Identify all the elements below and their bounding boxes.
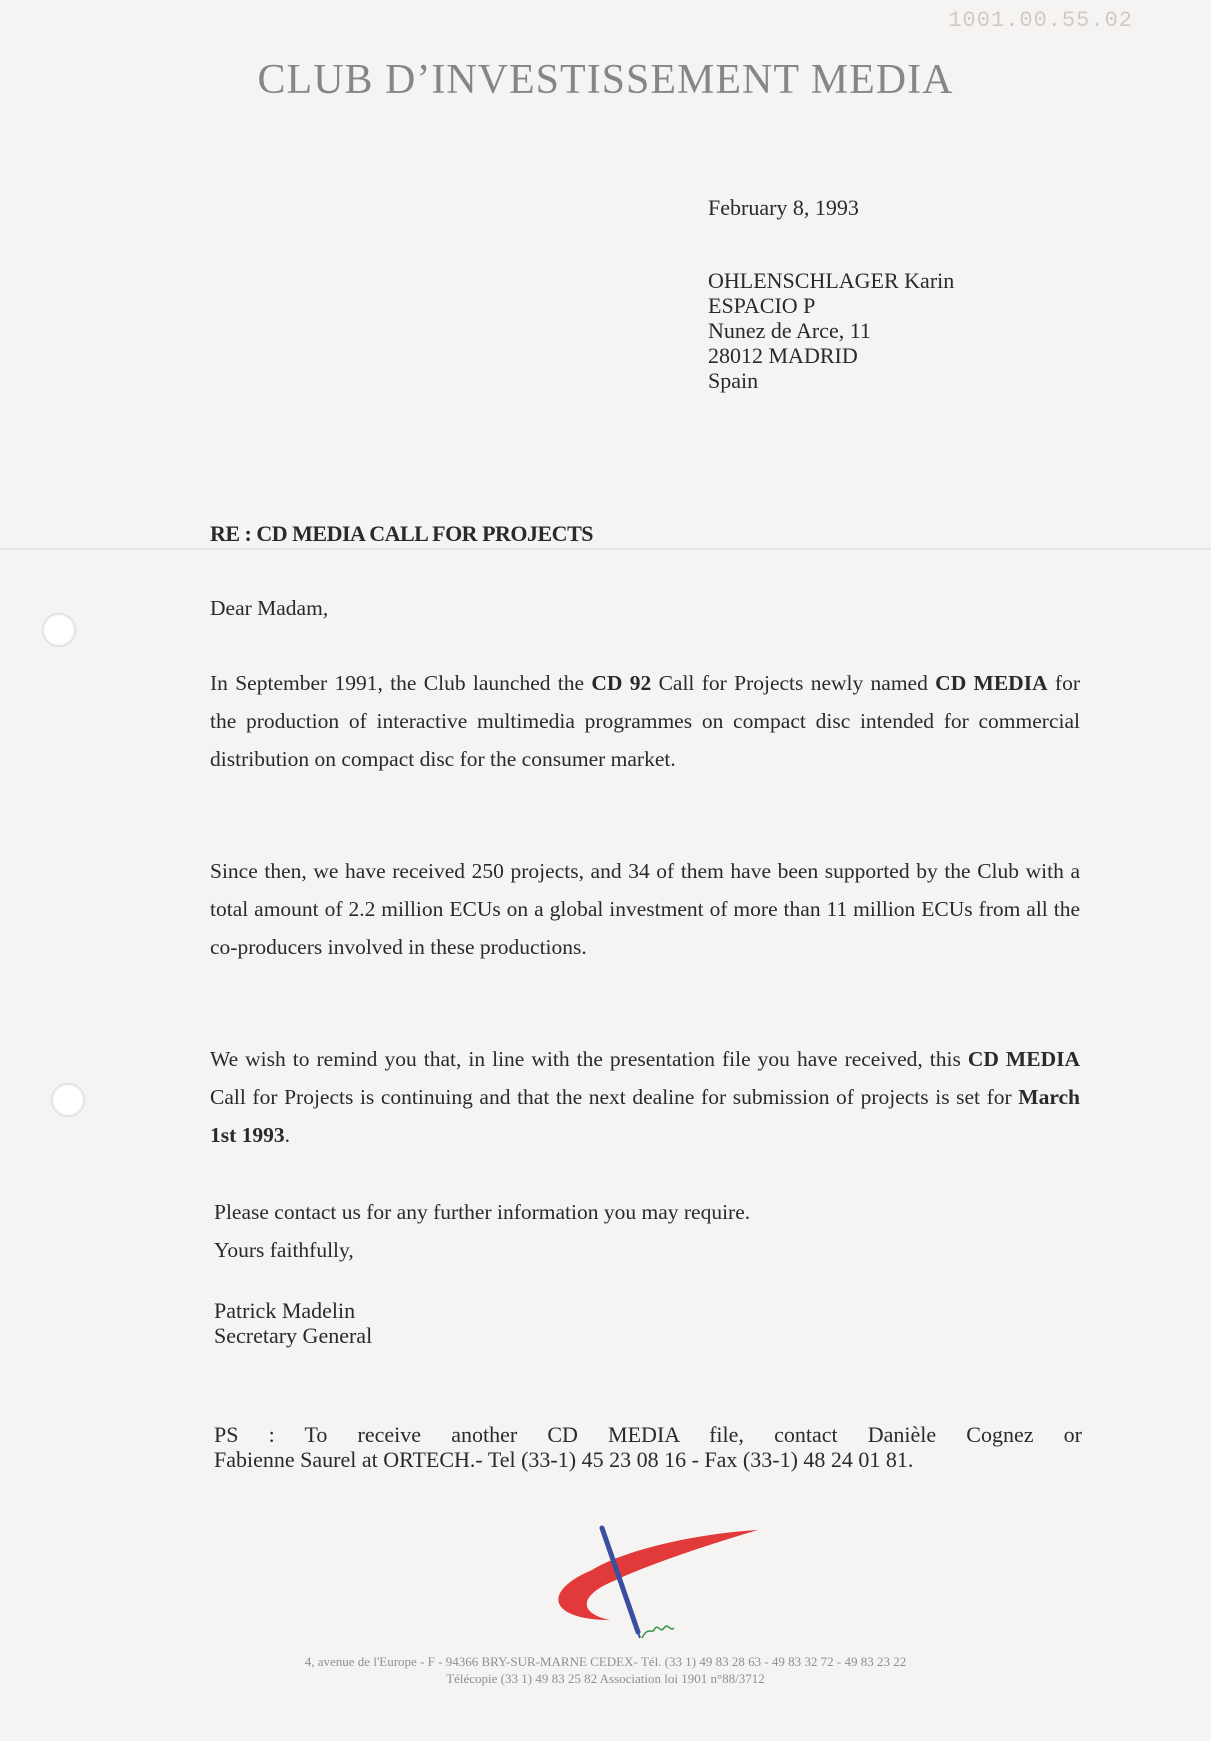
letterhead-footer (0, 1653, 1211, 1687)
recipient-street: Nunez de Arce, 11 (708, 318, 871, 343)
paragraph-2 (210, 852, 1080, 966)
logo-green-scribble (642, 1626, 674, 1638)
recipient-city: 28012 MADRID (708, 343, 858, 368)
p1-bold-cdmedia: CD MEDIA (935, 671, 1048, 695)
p3-text-c: Call for Projects is continuing and that the next dealine for submission of projects is set for (210, 1085, 1019, 1109)
footer-fax: Télécopie (33 1) 49 83 25 82 Association loi 1901 n°88/3712 (446, 1671, 765, 1686)
p3-bold-deadline: March 1st 1993 (210, 1085, 1080, 1147)
p3-text-e: . (284, 1123, 291, 1147)
punch-hole-top (42, 613, 76, 647)
p1-text-c: Call for Projects newly named (651, 671, 936, 695)
letter-date: February 8, 1993 (708, 195, 859, 220)
paper-fold-line (0, 548, 1211, 550)
subject-line: RE : CD MEDIA CALL FOR PROJECTS (210, 521, 593, 546)
ps-line-2: Fabienne Saurel at ORTECH.- Tel (33-1) 45 23 08 16 - Fax (33-1) 48 24 01 81. (214, 1447, 914, 1472)
ps-line-1: PS : To receive another CD MEDIA file, contact Danièle Cognez or (214, 1422, 1082, 1447)
p2-text: Since then, we have received 250 projects, and 34 of them have been supported by the Club with a total amount of 2.2 million ECUs on a global investment of more than 11 million ECUs from all the co-producers involved in these productions. (210, 859, 1080, 959)
salutation: Dear Madam, (210, 596, 329, 620)
p1-text-a: In September 1991, the Club launched the (210, 671, 592, 695)
p1-text-e: for the production of interactive multimedia programmes on compact disc intended for commercial distribution on compact disc for the consumer market. (210, 671, 1080, 771)
p3-bold-cdmedia: CD MEDIA (967, 1047, 1080, 1071)
archive-number: 1001.00.55.02 (948, 8, 1133, 33)
recipient-country: Spain (708, 368, 759, 393)
paragraph-1 (210, 664, 1080, 778)
p1-bold-cd92: CD 92 (591, 671, 652, 695)
paragraph-3 (210, 1040, 1080, 1154)
closing (214, 1193, 1084, 1269)
signatory-title: Secretary General (214, 1323, 373, 1348)
signature-block (214, 1298, 372, 1348)
closing-line-1: Please contact us for any further information you may require. (214, 1200, 751, 1224)
punch-hole-bottom (51, 1083, 85, 1117)
closing-line-2: Yours faithfully, (214, 1238, 354, 1262)
logo-red-swoosh (558, 1530, 758, 1620)
recipient-company: ESPACIO P (708, 293, 816, 318)
recipient-name: OHLENSCHLAGER Karin (708, 268, 955, 293)
p3-text-a: We wish to remind you that, in line with the presentation file you have received, this (210, 1047, 968, 1071)
letterhead-title: CLUB D’INVESTISSEMENT MEDIA (257, 57, 954, 103)
club-logo-icon (520, 1522, 780, 1652)
signatory-name: Patrick Madelin (214, 1298, 356, 1323)
footer-address: 4, avenue de l'Europe - F - 94366 BRY-SUR-MARNE CEDEX- Tél. (33 1) 49 83 28 63 - 49 83 32 72 - 49 83 23 22 (304, 1654, 907, 1669)
recipient-address (708, 268, 954, 393)
postscript (214, 1422, 1082, 1472)
